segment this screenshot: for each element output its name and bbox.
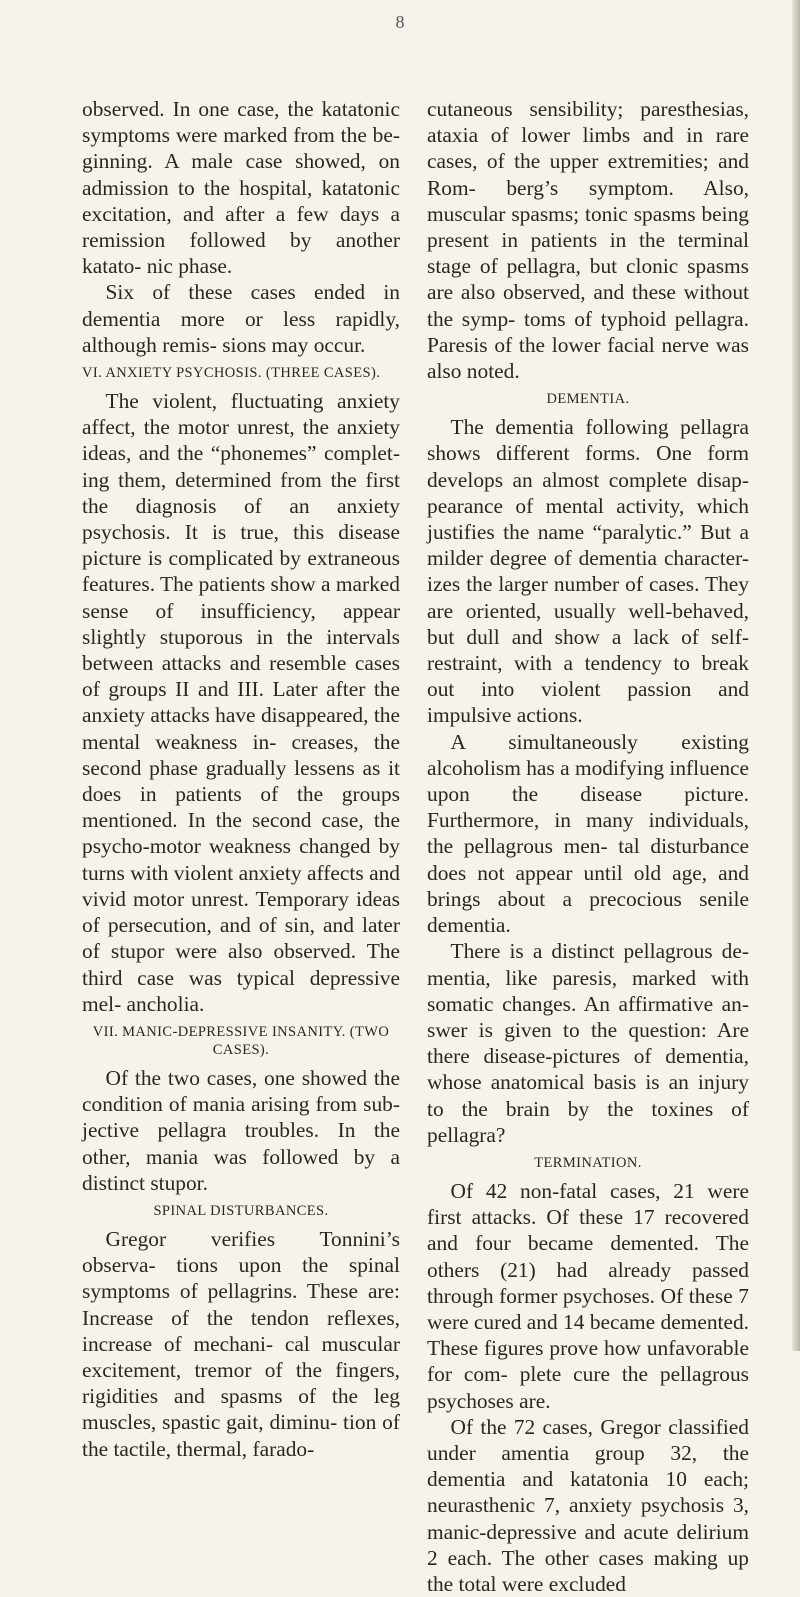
paragraph: Of the two cases, one showed the condition of mania arising from sub- jective pellagra troubles. In the other, mania was followed by a distinct stupor. [82, 1065, 400, 1195]
paragraph: Of 42 non-fatal cases, 21 were first attacks. Of these 17 recovered and four became demented. The others (21) had already passed through former psychoses. Of these 7 were cured and 14 became demented. These figures prove how unfavorable for com- plete cure the pellagrous psychoses are. [427, 1178, 749, 1413]
section-heading-anxiety-psychosis: VI. ANXIETY PSYCHOSIS. (THREE CASES). [82, 365, 381, 382]
right-column [427, 96, 749, 1597]
left-column [82, 96, 400, 1462]
page-number: 8 [395, 12, 405, 32]
paragraph: The violent, fluctuating anxiety affect, the motor unrest, the anxiety ideas, and the “phonemes” complet- ing them, determined from the first the diagnosis of an anxiety psychosis. It is true, this disease picture is complicated by extraneous features. The patients show a marked sense of insufficiency, appear slightly stuporous in the intervals between attacks and resemble cases of groups II and III. Later after the anxiety attacks have disappeared, the mental weakness in- creases, the second phase gradually lessens as it does in patients of the groups mentioned. In the second case, the psycho-motor weakness changed by turns with violent anxiety affects and vivid motor unrest. Temporary ideas of persecution, and of sin, and later of stupor were also observed. The third case was typical depressive mel- ancholia. [82, 389, 400, 1016]
section-heading-dementia: DEMENTIA. [546, 391, 630, 408]
page-edge-shadow [792, 0, 800, 1351]
paragraph: Six of these cases ended in dementia more or less rapidly, although remis- sions may occur. [82, 280, 400, 357]
paragraph: Gregor verifies Tonnini’s observa- tions upon the spinal symptoms of pellagrins. These are: Increase of the tendon reflexes, increase of mechani- cal muscular excitement, tremor of the fingers, rigidities and spasms of the leg muscles, spastic gait, diminu- tion of the tactile, thermal, farado- [82, 1226, 400, 1461]
paragraph: cutaneous sensibility; paresthesias, ataxia of lower limbs and in rare cases, of the upper extremities; and Rom- berg’s symptom. Also, muscular spasms; tonic spasms being present in patients in the terminal stage of pellagra, but clonic spasms are also observed, and these without the symp- toms of typhoid pellagra. Paresis of the lower facial nerve was also noted. [427, 97, 749, 384]
paragraph: observed. In one case, the katatonic symptoms were marked from the be- ginning. A male case showed, on admission to the hospital, katatonic excitation, and after a few days a remission followed by another katato- nic phase. [82, 97, 400, 279]
paragraph: A simultaneously existing alcoholism has a modifying influence upon the disease picture. Furthermore, in many individuals, the pellagrous men- tal disturbance does not appear until old age, and brings about a precocious senile dementia. [427, 729, 749, 938]
paragraph: There is a distinct pellagrous de- mentia, like paresis, marked with somatic changes. An affirmative an- swer is given to the question: Are there disease-pictures of dementia, whose anatomical basis is an injury to the brain by the toxines of pellagra? [427, 939, 749, 1147]
section-heading-manic-depressive: VII. MANIC-DEPRESSIVE INSANITY. (TWO CASES). [92, 1023, 390, 1058]
section-heading-spinal-disturbances: SPINAL DISTURBANCES. [153, 1202, 329, 1219]
paragraph: The dementia following pellagra shows different forms. One form develops an almost complete disap- pearance of mental activity, which justifies the name “paralytic.” But a milder degree of dementia character- izes the larger number of cases. They are oriented, usually well-behaved, but dull and show a lack of self-restraint, with a tendency to break out into violent passion and impulsive actions. [427, 415, 749, 728]
section-heading-termination: TERMINATION. [534, 1154, 642, 1171]
paragraph: Of the 72 cases, Gregor classified under amentia group 32, the dementia and katatonia 10 each; neurasthenic 7, anxiety psychosis 3, manic-depressive and acute delirium 2 each. The other cases making up the total were excluded [427, 1414, 749, 1596]
